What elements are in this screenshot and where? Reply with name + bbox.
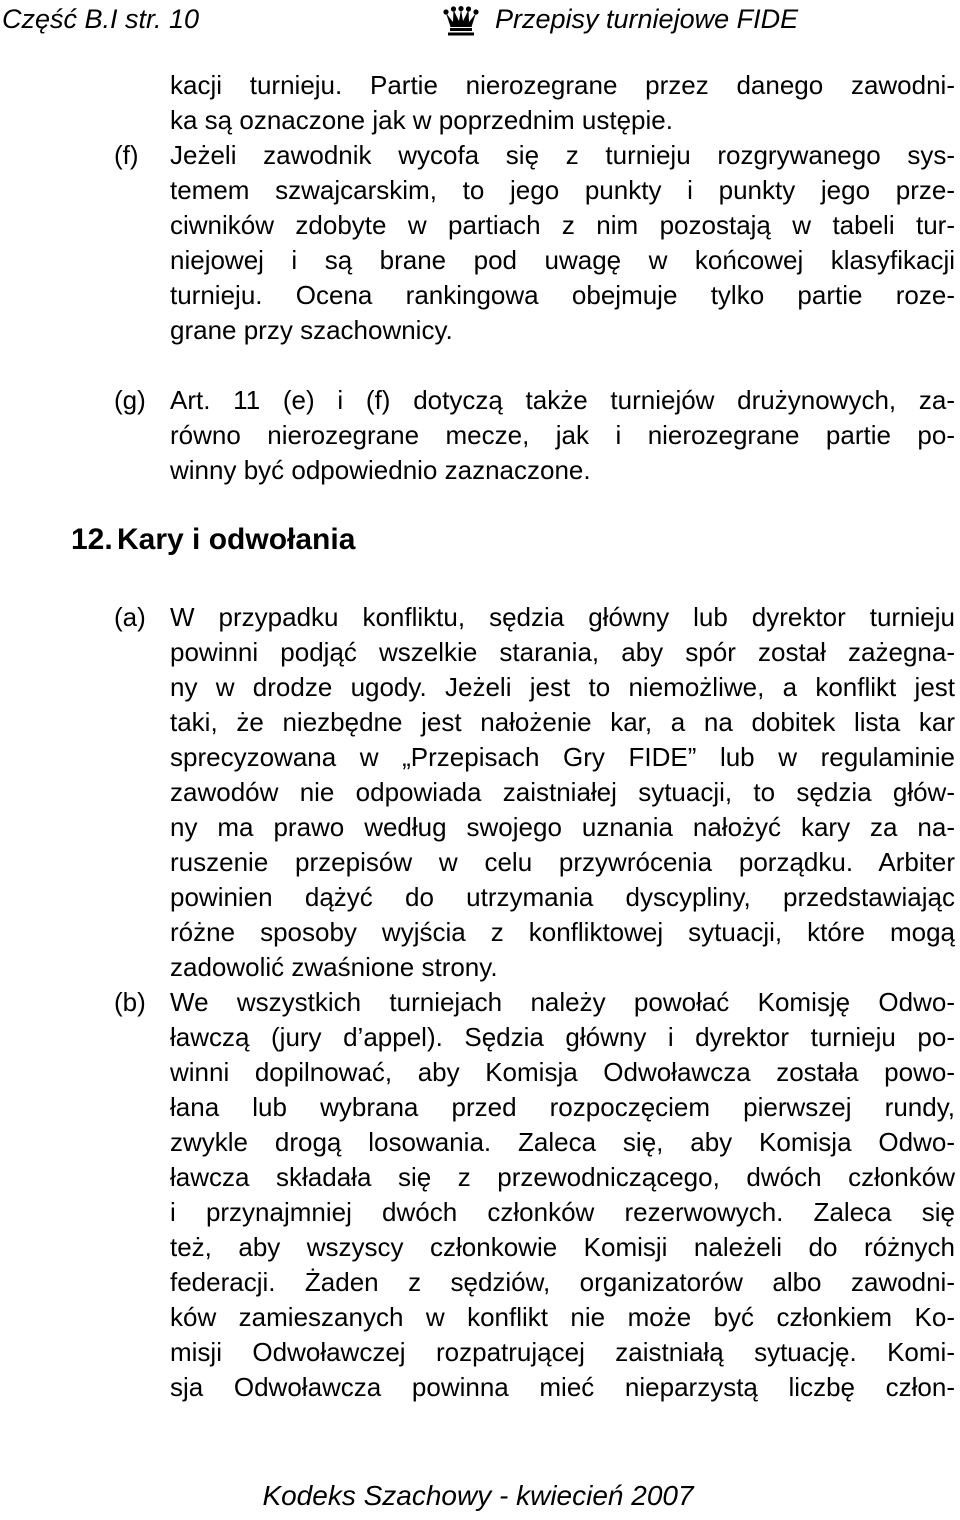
text-line: We wszystkich turniejach należy powołać Komisję Odwo-	[170, 987, 955, 1017]
text-line: ruszenie przepisów w celu przywrócenia porządku. Arbiter	[170, 847, 955, 877]
text-line: winny być odpowiednio zaznaczone.	[170, 455, 591, 485]
header-document-title: Przepisy turniejowe FIDE	[495, 4, 799, 34]
text-line: ka są oznaczone jak w poprzednim ustępie.	[170, 105, 673, 135]
text-line: ławcza składała się z przewodniczącego, dwóch członków	[170, 1162, 955, 1192]
paragraph-label: (g)	[114, 385, 146, 415]
page-footer	[0, 1478, 960, 1514]
paragraph-g	[0, 383, 960, 488]
text-line: taki, że niezbędne jest nałożenie kar, a na dobitek lista kar	[170, 707, 955, 737]
text-line: zawodów nie odpowiada zaistniałej sytuacji, to sędzia głów-	[170, 777, 955, 807]
text-line: winni dopilnować, aby Komisja Odwoławcza została powo-	[170, 1057, 955, 1087]
text-line: powinien dążyć do utrzymania dyscypliny, przedstawiając	[170, 882, 955, 912]
text-line: grane przy szachownicy.	[170, 315, 453, 345]
paragraph-b	[0, 985, 960, 1405]
text-line: powinni podjąć wszelkie starania, aby spór został zażegna-	[170, 637, 955, 667]
text-line: ławczą (jury d’appel). Sędzia główny i dyrektor turnieju po-	[170, 1022, 955, 1052]
text-line: też, aby wszyscy członkowie Komisji należeli do różnych	[170, 1232, 955, 1262]
text-line: temem szwajcarskim, to jego punkty i punkty jego prze-	[170, 175, 955, 205]
section-heading	[0, 520, 960, 600]
text-line: zadowolić zwaśnione strony.	[170, 952, 498, 982]
text-line: łana lub wybrana przed rozpoczęciem pierwszej rundy,	[170, 1092, 955, 1122]
text-line: sja Odwoławcza powinna mieć nieparzystą liczbę człon-	[170, 1372, 955, 1402]
text-line: W przypadku konfliktu, sędzia główny lub dyrektor turnieju	[170, 602, 955, 632]
paragraph-label: (a)	[114, 602, 146, 632]
text-line: równo nierozegrane mecze, jak i nierozegrane partie po-	[170, 420, 955, 450]
text-line: federacji. Żaden z sędziów, organizatorów albo zawodni-	[170, 1267, 955, 1297]
page-header	[0, 0, 960, 40]
footer-text: Kodeks Szachowy - kwiecień 2007	[262, 1480, 694, 1511]
paragraph-f	[0, 138, 960, 348]
text-line: różne sposoby wyjścia z konfliktowej sytuacji, które mogą	[170, 917, 955, 947]
text-line: Jeżeli zawodnik wycofa się z turnieju rozgrywanego sys-	[170, 140, 955, 170]
paragraph-label: (f)	[114, 140, 139, 170]
paragraph-a	[0, 600, 960, 985]
text-line: misji Odwoławczej rozpatrującej zaistniałą sytuację. Komi-	[170, 1337, 955, 1367]
continuation-paragraph	[0, 68, 960, 138]
chess-queen-icon	[443, 6, 479, 36]
text-line: i przynajmniej dwóch członków rezerwowych. Zaleca się	[170, 1197, 955, 1227]
paragraph-label: (b)	[114, 987, 146, 1017]
text-line: Art. 11 (e) i (f) dotyczą także turniejów drużynowych, za-	[170, 385, 955, 415]
text-line: sprecyzowana w „Przepisach Gry FIDE” lub w regulaminie	[170, 742, 955, 772]
text-line: zwykle drogą losowania. Zaleca się, aby Komisja Odwo-	[170, 1127, 955, 1157]
text-line: ny ma prawo według swojego uznania nałożyć kary za na-	[170, 812, 955, 842]
text-line: niejowej i są brane pod uwagę w końcowej klasyfikacji	[170, 245, 955, 275]
text-line: kacji turnieju. Partie nierozegrane przez danego zawodni-	[170, 70, 955, 100]
text-line: ny w drodze ugody. Jeżeli jest to niemożliwe, a konflikt jest	[170, 672, 955, 702]
text-line: ciwników zdobyte w partiach z nim pozostają w tabeli tur-	[170, 210, 955, 240]
header-section-label: Część B.I str. 10	[2, 4, 200, 34]
section-title: Kary i odwołania	[117, 523, 356, 556]
text-line: ków zamieszanych w konflikt nie może być członkiem Ko-	[170, 1302, 955, 1332]
section-number: 12.	[71, 523, 113, 556]
text-line: turnieju. Ocena rankingowa obejmuje tylko partie roze-	[170, 280, 955, 310]
page-body	[0, 68, 960, 1405]
